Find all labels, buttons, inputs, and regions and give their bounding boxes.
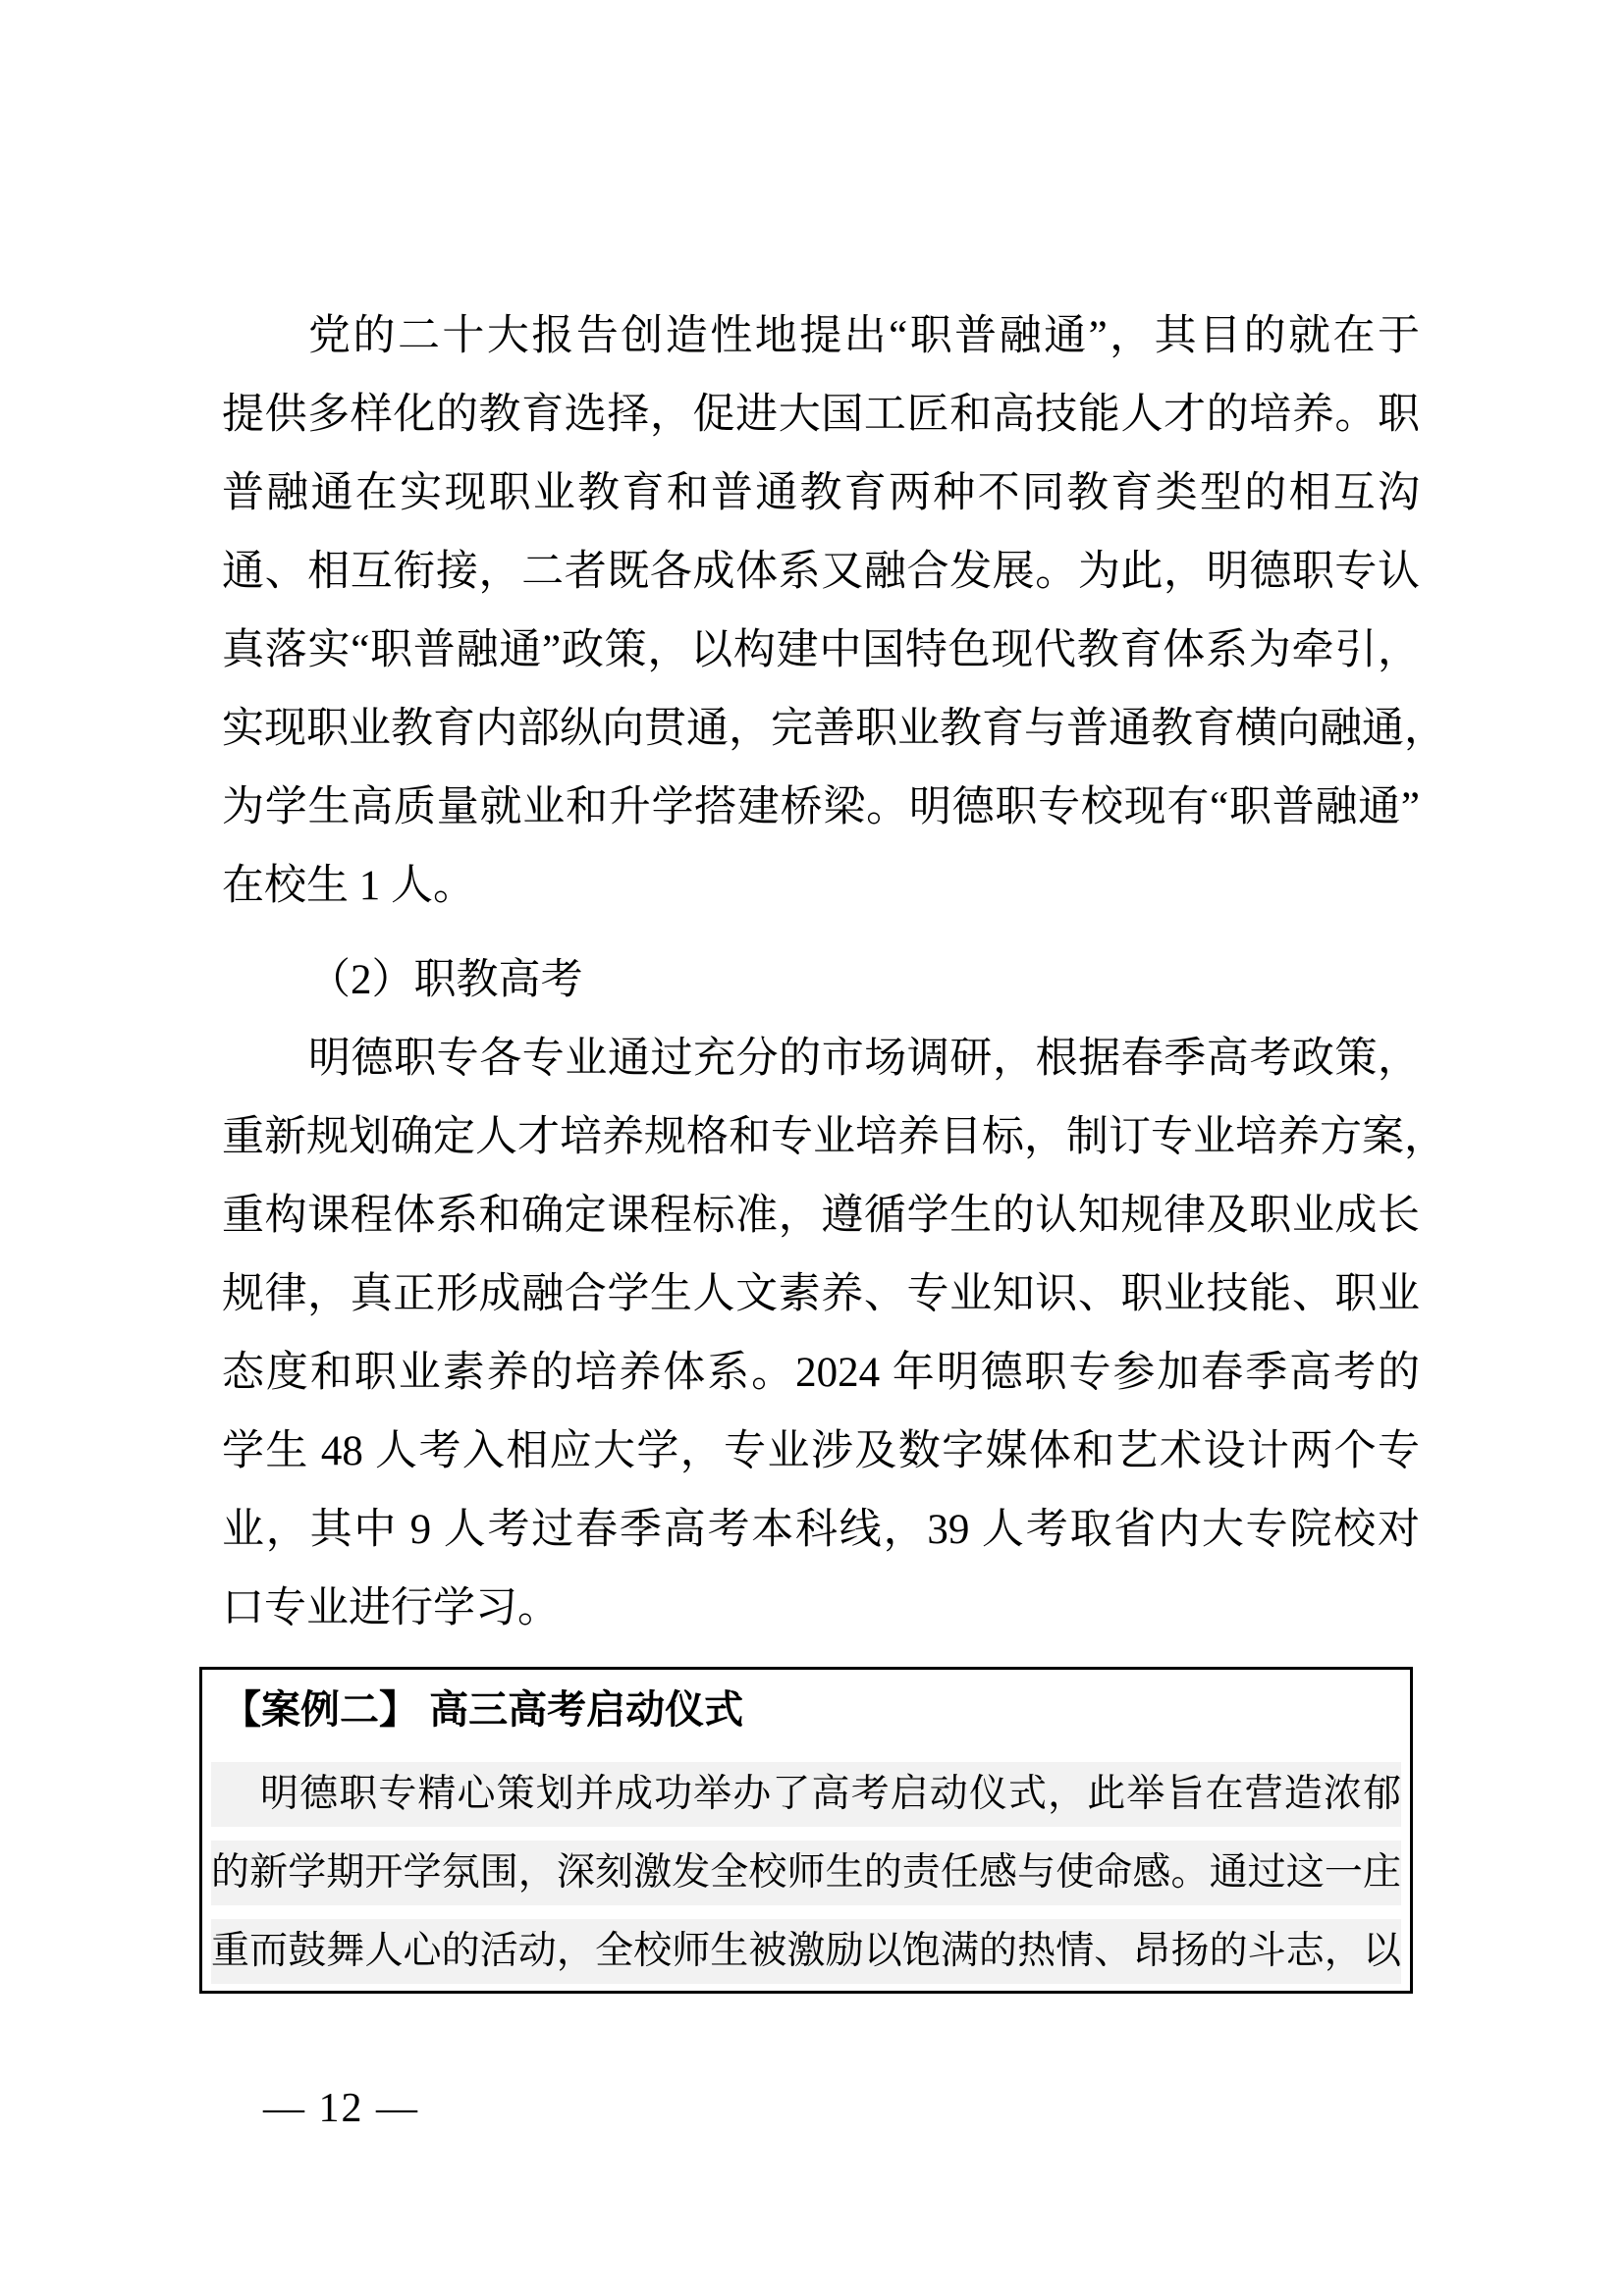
text-line: 实现职业教育内部纵向贯通，完善职业教育与普通教育横向融通， (222, 706, 1446, 752)
page-number: — 12 — (263, 2086, 419, 2131)
paragraph-vocational-college-exam (222, 1020, 1446, 1648)
text-line: 口专业进行学习。 (222, 1585, 560, 1631)
case-box-title: 【案例二】 高三高考启动仪式 (222, 1688, 744, 1732)
text-line: 真落实“职普融通”政策，以构建中国特色现代教育体系为牵引， (222, 627, 1420, 673)
text-line: 党的二十大报告创造性地提出“职普融通”，其目的就在于 (308, 313, 1420, 359)
case-box-line (211, 1755, 1401, 1834)
text-line: 明德职专各专业通过充分的市场调研，根据春季高考政策， (308, 1036, 1420, 1082)
text-line: 重新规划确定人才培养规格和专业培养目标，制订专业培养方案， (222, 1114, 1446, 1160)
text-line: 学生 48 人考入相应大学，专业涉及数字媒体和艺术设计两个专 (222, 1428, 1420, 1474)
text-line: 态度和职业素养的培养体系。2024 年明德职专参加春季高考的 (222, 1350, 1420, 1396)
text-line: 为学生高质量就业和升学搭建桥梁。明德职专校现有“职普融通” (222, 784, 1420, 830)
text-line: 提供多样化的教育选择，促进大国工匠和高技能人才的培养。职 (222, 392, 1420, 438)
highlighted-text: 明德职专精心策划并成功举办了高考启动仪式，此举旨在营造浓郁 (211, 1762, 1401, 1827)
text-line: 通、相互衔接，二者既各成体系又融合发展。为此，明德职专认 (222, 549, 1420, 595)
text-line: 业，其中 9 人考过春季高考本科线，39 人考取省内大专院校对 (222, 1507, 1420, 1553)
highlighted-text: 重而鼓舞人心的活动，全校师生被激励以饱满的热情、昂扬的斗志，以 (211, 1919, 1401, 1984)
text-line: 规律，真正形成融合学生人文素养、专业知识、职业技能、职业 (222, 1271, 1420, 1317)
case-box-line (211, 1912, 1401, 1991)
paragraph-vocational-general-integration (222, 297, 1446, 926)
case-box-line (211, 1834, 1401, 1912)
case-box-body (202, 1755, 1410, 1991)
highlighted-text: 的新学期开学氛围，深刻激发全校师生的责任感与使命感。通过这一庄 (211, 1841, 1401, 1905)
text-line: 在校生 1 人。 (222, 863, 475, 909)
text-line: 普融通在实现职业教育和普通教育两种不同教育类型的相互沟 (222, 470, 1420, 516)
case-box (199, 1667, 1413, 1994)
section-heading: （2）职教高考 (308, 957, 583, 1003)
text-line: 重构课程体系和确定课程标准，遵循学生的认知规律及职业成长 (222, 1193, 1420, 1239)
document-content (211, 297, 1446, 2131)
